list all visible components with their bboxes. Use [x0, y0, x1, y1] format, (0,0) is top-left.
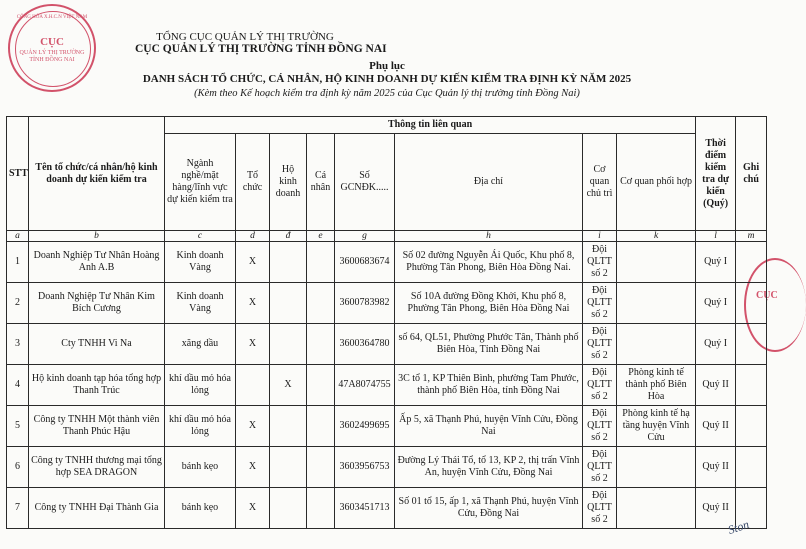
cell-note: [736, 406, 767, 447]
cell-note: [736, 242, 767, 283]
document-subtitle: (Kèm theo Kế hoạch kiểm tra định kỳ năm 2025 của Cục Quản lý thị trường tỉnh Đồng Nai): [194, 88, 580, 99]
cell-individual: [307, 447, 335, 488]
col-org: Tổ chức: [236, 134, 270, 231]
cell-coordinator: [617, 447, 696, 488]
index-cell: g: [335, 231, 395, 242]
cell-org: X: [236, 324, 270, 365]
cell-sector: bánh kẹo: [165, 447, 236, 488]
col-license: Số GCNĐK.....: [335, 134, 395, 231]
cell-address: Ấp 5, xã Thạnh Phú, huyện Vĩnh Cửu, Đồng Nai: [395, 406, 583, 447]
cell-name: Công ty TNHH Đại Thành Gia: [29, 488, 165, 529]
index-cell: b: [29, 231, 165, 242]
cell-coordinator: Phòng kinh tế thành phố Biên Hòa: [617, 365, 696, 406]
cell-individual: [307, 365, 335, 406]
cell-individual: [307, 488, 335, 529]
col-stt: STT: [7, 117, 29, 231]
cell-lead: Đội QLTT số 2: [583, 447, 617, 488]
cell-stt: 7: [7, 488, 29, 529]
cell-name: Công ty TNHH Một thành viên Thanh Phúc Hậu: [29, 406, 165, 447]
cell-address: Số 01 tổ 15, ấp 1, xã Thạnh Phú, huyện Vĩnh Cửu, Đồng Nai: [395, 488, 583, 529]
document-title: DANH SÁCH TỔ CHỨC, CÁ NHÂN, HỘ KINH DOANH DỰ KIẾN KIỂM TRA ĐỊNH KỲ NĂM 2025: [142, 73, 632, 85]
index-cell: c: [165, 231, 236, 242]
cell-individual: [307, 283, 335, 324]
stamp-inner-text: QUẢN LÝ THỊ TRƯỜNG TỈNH ĐỒNG NAI: [19, 50, 85, 63]
cell-org: X: [236, 242, 270, 283]
cell-note: [736, 447, 767, 488]
col-group-info: Thông tin liên quan: [165, 117, 696, 134]
cell-time: Quý I: [696, 242, 736, 283]
cell-lead: Đội QLTT số 2: [583, 488, 617, 529]
cell-household: [270, 488, 307, 529]
cell-stt: 5: [7, 406, 29, 447]
cell-household: X: [270, 365, 307, 406]
cell-org: X: [236, 283, 270, 324]
cell-license: 3600364780: [335, 324, 395, 365]
cell-sector: Kinh doanh Vàng: [165, 283, 236, 324]
cell-coordinator: Phòng kinh tế hạ tầng huyện Vĩnh Cửu: [617, 406, 696, 447]
cell-coordinator: [617, 283, 696, 324]
cell-name: Doanh Nghiệp Tư Nhân Hoàng Anh A.B: [29, 242, 165, 283]
cell-org: [236, 365, 270, 406]
cell-sector: khí dầu mỏ hóa lỏng: [165, 365, 236, 406]
cell-name: Hộ kinh doanh tạp hóa tổng hợp Thanh Trúc: [29, 365, 165, 406]
col-household: Hộ kinh doanh: [270, 134, 307, 231]
index-cell: e: [307, 231, 335, 242]
index-cell: m: [736, 231, 767, 242]
cell-household: [270, 242, 307, 283]
stamp-center-text: CỤC: [40, 36, 64, 48]
index-cell: i: [583, 231, 617, 242]
cell-note: [736, 324, 767, 365]
col-address: Địa chỉ: [395, 134, 583, 231]
cell-individual: [307, 242, 335, 283]
table-row: [7, 283, 767, 324]
cell-license: 3603451713: [335, 488, 395, 529]
cell-lead: Đội QLTT số 2: [583, 242, 617, 283]
department-name: CỤC QUẢN LÝ THỊ TRƯỜNG TỈNH ĐỒNG NAI: [135, 43, 387, 55]
index-cell: k: [617, 231, 696, 242]
cell-license: 47A8074755: [335, 365, 395, 406]
table-body: [7, 231, 767, 529]
cell-lead: Đội QLTT số 2: [583, 365, 617, 406]
cell-org: X: [236, 447, 270, 488]
cell-household: [270, 447, 307, 488]
index-cell: h: [395, 231, 583, 242]
col-coordinator: Cơ quan phối hợp: [617, 134, 696, 231]
table-row: [7, 447, 767, 488]
appendix-label: Phụ lục: [369, 60, 405, 72]
cell-lead: Đội QLTT số 2: [583, 406, 617, 447]
cell-lead: Đội QLTT số 2: [583, 324, 617, 365]
cell-sector: bánh kẹo: [165, 488, 236, 529]
signature: Ston: [726, 517, 751, 537]
cell-org: X: [236, 488, 270, 529]
col-time: Thời điểm kiểm tra dự kiến (Quý): [696, 117, 736, 231]
cell-license: 3602499695: [335, 406, 395, 447]
cell-household: [270, 406, 307, 447]
cell-time: Quý II: [696, 365, 736, 406]
cell-sector: xăng dầu: [165, 324, 236, 365]
cell-name: Doanh Nghiệp Tư Nhân Kim Bích Cương: [29, 283, 165, 324]
cell-time: Quý I: [696, 324, 736, 365]
cell-household: [270, 283, 307, 324]
cell-time: Quý II: [696, 406, 736, 447]
cell-time: Quý II: [696, 447, 736, 488]
table-row: [7, 242, 767, 283]
cell-individual: [307, 406, 335, 447]
table-row: [7, 365, 767, 406]
cell-note: [736, 365, 767, 406]
col-sector: Ngành nghề/mặt hàng/lĩnh vực dự kiến kiểm tra: [165, 134, 236, 231]
cell-org: X: [236, 406, 270, 447]
cell-address: Số 02 đường Nguyễn Ái Quốc, Khu phố 8, Phường Tân Phong, Biên Hòa Đồng Nai.: [395, 242, 583, 283]
table-row: [7, 324, 767, 365]
cell-individual: [307, 324, 335, 365]
col-name: Tên tổ chức/cá nhân/hộ kinh doanh dự kiến kiểm tra: [29, 117, 165, 231]
index-cell: d: [236, 231, 270, 242]
cell-license: 3603956753: [335, 447, 395, 488]
cell-address: Đường Lý Thái Tổ, tổ 13, KP 2, thị trấn Vĩnh An, huyện Vĩnh Cửu, Đồng Nai: [395, 447, 583, 488]
cell-license: 3600783982: [335, 283, 395, 324]
index-cell: đ: [270, 231, 307, 242]
cell-address: số 64, QL51, Phường Phước Tân, Thành phố Biên Hòa, Tỉnh Đồng Nai: [395, 324, 583, 365]
table-row: [7, 488, 767, 529]
index-row: [7, 231, 767, 242]
cell-license: 3600683674: [335, 242, 395, 283]
cell-stt: 3: [7, 324, 29, 365]
cell-lead: Đội QLTT số 2: [583, 283, 617, 324]
cell-stt: 2: [7, 283, 29, 324]
cell-time: Quý II: [696, 488, 736, 529]
cell-time: Quý I: [696, 283, 736, 324]
cell-coordinator: [617, 242, 696, 283]
index-cell: a: [7, 231, 29, 242]
cell-stt: 4: [7, 365, 29, 406]
cell-address: Số 10A đường Đồng Khởi, Khu phố 8, Phường Tân Phong, Biên Hòa Đồng Nai: [395, 283, 583, 324]
edge-stamp-text: CỤC: [756, 290, 778, 301]
index-cell: l: [696, 231, 736, 242]
cell-stt: 1: [7, 242, 29, 283]
col-individual: Cá nhân: [307, 134, 335, 231]
cell-stt: 6: [7, 447, 29, 488]
cell-name: Cty TNHH Vi Na: [29, 324, 165, 365]
cell-name: Công ty TNHH thương mại tổng hợp SEA DRAGON: [29, 447, 165, 488]
cell-coordinator: [617, 324, 696, 365]
stamp-ring-text: CỘNG HÒA X.H.C.N VIỆT NAM: [16, 15, 88, 20]
cell-sector: khí dầu mỏ hóa lỏng: [165, 406, 236, 447]
col-note: Ghi chú: [736, 117, 767, 231]
agency-name: TỔNG CỤC QUẢN LÝ THỊ TRƯỜNG: [156, 31, 334, 43]
table-row: [7, 406, 767, 447]
cell-note: [736, 283, 767, 324]
col-lead: Cơ quan chủ trì: [583, 134, 617, 231]
cell-address: 3C tổ 1, KP Thiên Bình, phường Tam Phước, thành phố Biên Hòa, tỉnh Đồng Nai: [395, 365, 583, 406]
inspection-table: [6, 116, 767, 529]
cell-household: [270, 324, 307, 365]
cell-sector: Kinh doanh Vàng: [165, 242, 236, 283]
cell-coordinator: [617, 488, 696, 529]
